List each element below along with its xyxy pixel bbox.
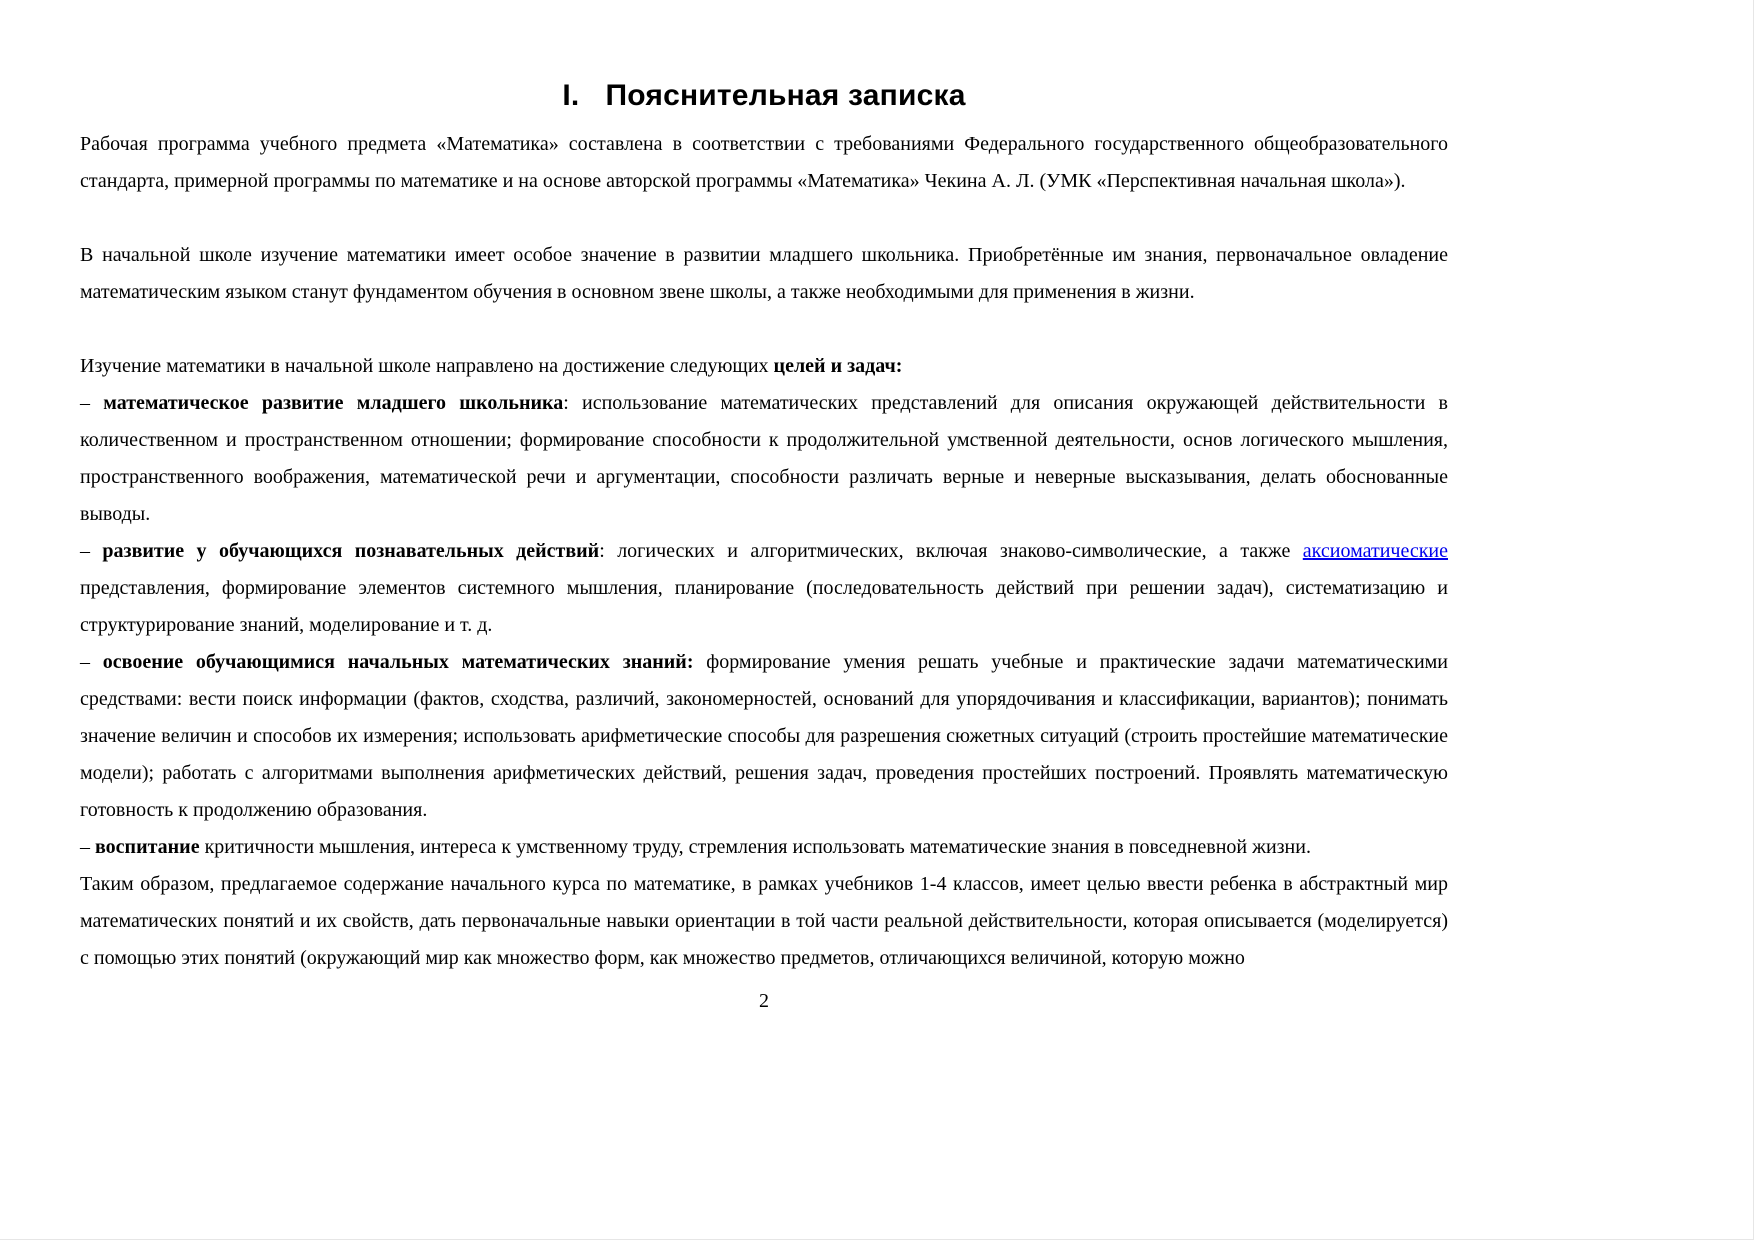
paragraph (80, 644, 1448, 829)
text-segment: – (80, 392, 104, 414)
text-segment: – (80, 651, 103, 673)
text-segment: Изучение математики в начальной школе направлено на достижение следующих (80, 355, 774, 377)
title-number: I. (562, 79, 580, 112)
text-segment: – (80, 836, 95, 858)
text-segment: целей и задач: (773, 355, 903, 377)
text-segment: Таким образом, (80, 873, 215, 895)
text-segment: воспитание (95, 836, 200, 858)
text-segment: развитие у обучающихся познавательных действий (102, 540, 600, 562)
paragraph (80, 385, 1448, 533)
document-content (80, 78, 1448, 977)
paragraph (80, 237, 1448, 311)
paragraph (80, 126, 1448, 200)
paragraph (80, 829, 1448, 866)
text-segment: В начальной школе изучение математики имеет особое значение в развитии младшего школьника. Приобретённые им знания, первоначальное овладение математическим языком станут фундаментом обучения в основном звене школы, а также необходимыми для применения в жизни. (80, 244, 1448, 303)
page-title (80, 78, 1448, 114)
text-segment: предлагаемое содержание начального курса по математике, в рамках учебников 1-4 классов, имеет целью ввести ребенка в абстрактный мир математических понятий и их свойств, дать первоначальные навыки ориентации в той части реальной действительности, которая описывается (моделируется) с помощью этих понятий (окружающий мир как множество форм, как множество предметов, отличающихся величиной, которую можно (80, 873, 1448, 969)
text-segment: освоение обучающимися начальных математических знаний: (102, 651, 694, 673)
text-segment: представления, формирование элементов системного мышления, планирование (последовательность действий при решении задач), систематизацию и структурирование знаний, моделирование и т. д. (80, 577, 1448, 636)
text-segment: – (80, 540, 103, 562)
paragraph (80, 866, 1448, 977)
text-segment: Рабочая программа учебного предмета «Математика» составлена в соответствии с требованиями Федерального государственного общеобразовательного стандарта, примерной программы по математике и на основе авторской программы «Математика» Чекина А. Л. (УМК «Перспективная начальная школа»). (80, 133, 1448, 192)
document-body (80, 126, 1448, 977)
text-segment: критичности мышления, интереса к умственному труду, стремления использовать математические знания в повседневной жизни. (199, 836, 1311, 858)
paragraph (80, 533, 1448, 644)
text-segment: : логических и алгоритмических, включая знаково-символические, а также (599, 540, 1303, 562)
inline-link[interactable]: аксиоматические (1302, 540, 1449, 562)
text-segment: : использование математических представлений для описания окружающей действительности в количественном и пространственном отношении; формирование способности к продолжительной умственной деятельности, основ логического мышления, пространственного воображения, математической речи и аргументации, способности различать верные и неверные высказывания, делать обоснованные выводы. (80, 392, 1448, 525)
paragraph (80, 348, 1448, 385)
text-segment: математическое развитие младшего школьника (103, 392, 564, 414)
title-text: Пояснительная записка (605, 79, 966, 112)
page-number: 2 (759, 990, 769, 1012)
text-segment: формирование умения решать учебные и практические задачи математическими средствами: вести поиск информации (фактов, сходства, различий, закономерностей, оснований для упорядочивания и классификации, вариантов); понимать значение величин и способов их измерения; использовать арифметические способы для разрешения сюжетных ситуаций (строить простейшие математические модели); работать с алгоритмами выполнения арифметических действий, решения задач, проведения простейших построений. Проявлять математическую готовность к продолжению образования. (80, 651, 1449, 821)
